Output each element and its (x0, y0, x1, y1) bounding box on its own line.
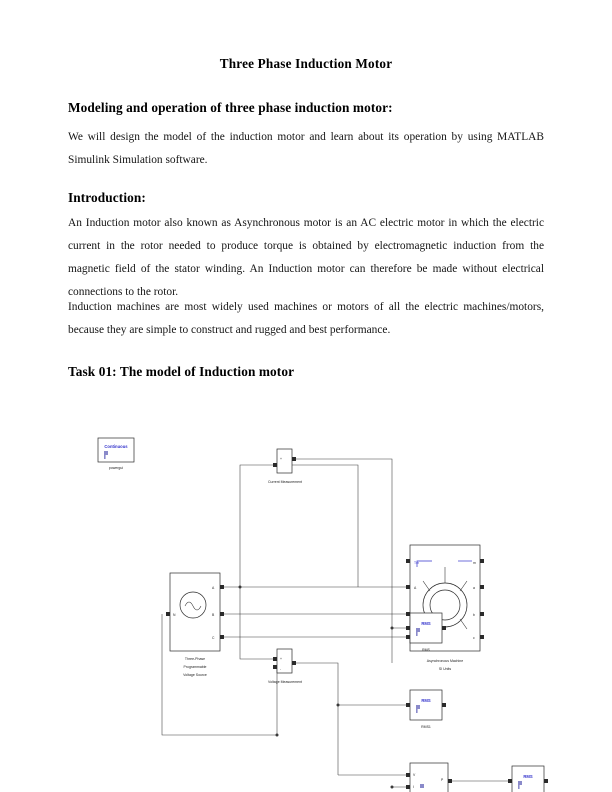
voltage-measurement-port-minus: - (280, 667, 282, 671)
machine-label-2: SI Units (438, 667, 452, 671)
block-rms2[interactable] (508, 766, 548, 792)
voltage-source-label-2: Programmable (183, 665, 207, 669)
paragraph-modeling-body: We will design the model of the induction motor and learn about its operation by using MATLAB Simulink Simulation software. (68, 131, 544, 166)
block-current-measurement[interactable] (268, 449, 302, 484)
block-powergui[interactable] (98, 438, 134, 470)
machine-port-m: m (473, 561, 476, 565)
voltage-source-port-c: C (212, 636, 215, 640)
voltage-measurement-port-plus: + (280, 657, 282, 661)
voltage-source-port-a: A (212, 586, 215, 590)
machine-port-rotor-c: c (473, 636, 475, 640)
powergui-inner-text: Continuous (104, 444, 128, 449)
heading-task-01: Task 01: The model of Induction motor (68, 364, 295, 379)
machine-port-tm: Tm (414, 561, 419, 565)
block-three-phase-voltage-source[interactable] (166, 573, 224, 677)
voltage-source-label-1: Three-Phase (184, 657, 206, 661)
machine-port-rotor-a: a (473, 586, 475, 590)
rms-label: RMS (422, 648, 430, 652)
rms1-label: RMS1 (421, 725, 431, 729)
heading-introduction: Introduction: (68, 190, 146, 205)
current-measurement-port-in: + (280, 457, 282, 461)
machine-label-1: Asynchronous Machine (426, 659, 464, 663)
rms2-inner-text: RMS (523, 774, 533, 779)
rms1-inner-text: RMS (421, 698, 431, 703)
paragraph-introduction-2: Induction machines are most widely used machines or motors of all the electric machines/motors, because they are simple to construct and rugged and best performance. (68, 301, 544, 336)
current-measurement-label: Current Measurement (267, 480, 303, 484)
page-title: Three Phase Induction Motor (219, 56, 393, 71)
block-power[interactable] (406, 763, 452, 792)
power-port-p: P (441, 778, 444, 782)
voltage-source-port-b: B (212, 613, 215, 617)
powergui-label: powergui (108, 466, 124, 470)
block-voltage-measurement[interactable] (268, 649, 302, 684)
voltage-source-port-n: N (173, 613, 176, 617)
rms-inner-text: RMS (421, 621, 431, 626)
paragraph-introduction-1: An Induction motor also known as Asynchronous motor is an AC electric motor in which the electric current in the rotor needed to produce torque is obtained by electromagnetic induction from the magnetic field of the stator winding. An Induction motor can therefore be made without electrical connections to the rotor. (68, 217, 544, 298)
power-port-v: V (413, 773, 416, 777)
block-rms1[interactable] (406, 690, 446, 729)
voltage-source-label-3: Voltage Source (183, 673, 207, 677)
block-asynchronous-machine[interactable] (406, 545, 484, 671)
simulink-block-diagram (80, 415, 550, 789)
power-port-i: I (413, 785, 414, 789)
heading-modeling: Modeling and operation of three phase induction motor: (68, 100, 393, 115)
machine-port-stator-a: A (414, 586, 417, 590)
voltage-measurement-label: Voltage Measurement (267, 680, 303, 684)
machine-port-rotor-b: b (473, 613, 475, 617)
